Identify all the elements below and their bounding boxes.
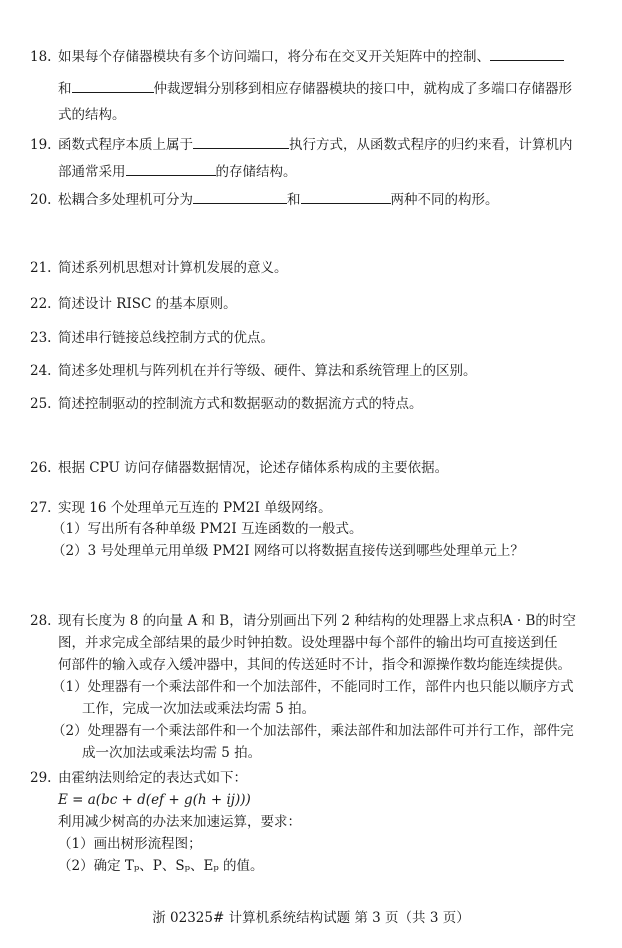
question-number: 23. <box>30 330 52 346</box>
question-18-line2 <box>58 78 572 98</box>
question-28-sub2: （2）处理器有一个乘法部件和一个加法部件，乘法部件和加法部件可并行工作，部件完 <box>52 723 574 739</box>
answer-blank <box>193 189 287 204</box>
question-23 <box>30 329 274 347</box>
question-text: 现有长度为 8 的向量 A 和 B，请分别画出下列 2 种结构的处理器上求点积A · B的时空 <box>58 613 576 629</box>
question-28 <box>30 612 576 630</box>
question-26 <box>30 459 448 477</box>
question-text: 简述串行链接总线控制方式的优点。 <box>58 330 274 346</box>
question-22 <box>30 295 237 313</box>
question-18-line3 <box>58 106 126 124</box>
question-text: 两种不同的构形。 <box>390 192 499 208</box>
question-29-sub2: （2）确定 Tₚ、P、Sₚ、Eₚ 的值。 <box>58 858 264 874</box>
question-text: 简述设计 RISC 的基本原则。 <box>58 296 237 312</box>
question-number: 20. <box>30 192 52 208</box>
question-number: 29. <box>30 770 52 786</box>
question-number: 24. <box>30 363 52 379</box>
question-18 <box>30 46 564 66</box>
question-19-line2 <box>58 161 297 181</box>
question-text: 和 <box>287 192 301 208</box>
question-text: 松耦合多处理机可分为 <box>58 192 193 208</box>
question-text: 简述多处理机与阵列机在并行等级、硬件、算法和系统管理上的区别。 <box>58 363 477 379</box>
page-footer: 浙 02325# 计算机系统结构试题 第 3 页（共 3 页） <box>152 910 470 926</box>
horner-formula: E = a(bc + d(ef + g(h + ij))) <box>58 792 251 808</box>
question-text: 如果每个存储器模块有多个访问端口，将分布在交叉开关矩阵中的控制、 <box>58 49 490 65</box>
question-number: 25. <box>30 396 52 412</box>
answer-blank <box>126 161 216 176</box>
question-number: 21. <box>30 260 52 276</box>
question-28-sub2-cont: 成一次加法或乘法均需 5 拍。 <box>82 745 262 761</box>
question-text: 简述系列机思想对计算机发展的意义。 <box>58 260 288 276</box>
question-28-sub1-cont: 工作，完成一次加法或乘法均需 5 拍。 <box>82 701 316 717</box>
question-24 <box>30 362 477 380</box>
answer-blank <box>193 134 289 149</box>
question-28-line3: 何部件的输入或存入缓冲器中，其间的传送延时不计，指令和源操作数均能连续提供。 <box>58 657 571 673</box>
question-28-sub1: （1）处理器有一个乘法部件和一个加法部件，不能同时工作，部件内也只能以顺序方式 <box>52 679 574 695</box>
question-19 <box>30 134 573 154</box>
question-20 <box>30 189 499 209</box>
question-number: 18. <box>30 49 52 65</box>
question-27 <box>30 499 332 517</box>
question-25 <box>30 395 423 413</box>
question-number: 22. <box>30 296 52 312</box>
question-27-sub1: （1）写出所有各种单级 PM2I 互连函数的一般式。 <box>52 521 363 537</box>
question-text: 由霍纳法则给定的表达式如下： <box>58 770 247 786</box>
question-number: 28. <box>30 613 52 629</box>
question-text: 的存储结构。 <box>215 164 297 180</box>
question-29 <box>30 769 247 787</box>
question-number: 27. <box>30 500 52 516</box>
question-text: 根据 CPU 访问存储器数据情况，论述存储体系构成的主要依据。 <box>58 460 449 476</box>
question-27-sub2: （2）3 号处理单元用单级 PM2I 网络可以将数据直接传送到哪些处理单元上？ <box>52 543 524 559</box>
question-28-line2: 图，并求完成全部结果的最少时钟拍数。设处理器中每个部件的输出均可直接送到任 <box>58 635 558 651</box>
question-number: 19. <box>30 137 52 153</box>
question-text: 仲裁逻辑分别移到相应存储器模块的接口中，就构成了多端口存储器形 <box>153 81 572 97</box>
question-21 <box>30 259 288 277</box>
answer-blank <box>490 46 564 61</box>
question-29-sub1: （1）画出树形流程图； <box>58 836 202 852</box>
question-text: 执行方式，从函数式程序的归约来看，计算机内 <box>289 137 573 153</box>
question-text: 实现 16 个处理单元互连的 PM2I 单级网络。 <box>58 500 332 516</box>
question-29-line3: 利用减少树高的办法来加速运算，要求： <box>58 814 301 830</box>
question-number: 26. <box>30 460 52 476</box>
question-text: 部通常采用 <box>58 164 126 180</box>
question-text: 函数式程序本质上属于 <box>58 137 193 153</box>
question-text: 简述控制驱动的控制流方式和数据驱动的数据流方式的特点。 <box>58 396 423 412</box>
answer-blank <box>301 189 391 204</box>
question-text: 和 <box>58 81 72 97</box>
question-text: 式的结构。 <box>58 107 126 123</box>
answer-blank <box>72 78 154 93</box>
